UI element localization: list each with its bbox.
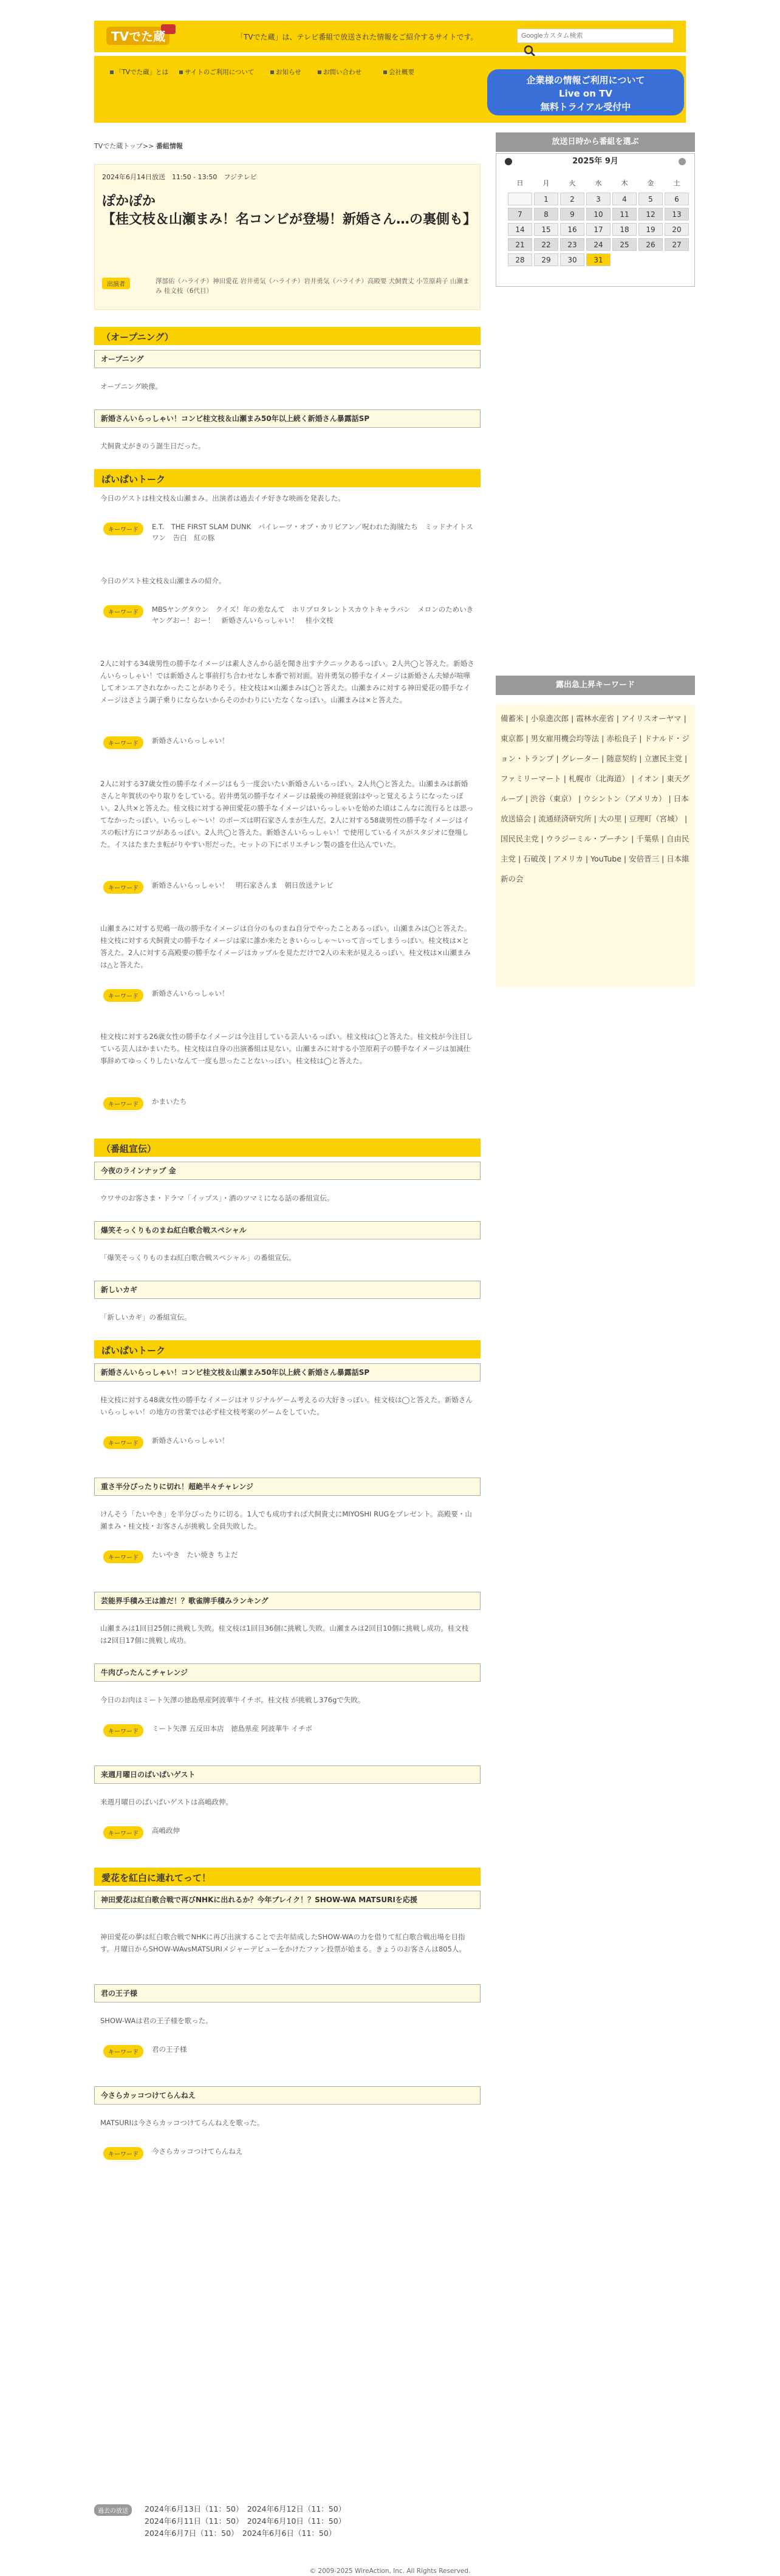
calendar-header: 放送日時から番組を選ぶ <box>496 132 695 152</box>
keyword-tag: キーワード <box>103 1550 143 1563</box>
breadcrumb: TVでた蔵トップ>> 番組情報 <box>94 142 183 150</box>
corner-title[interactable]: 今さらカッコつけてらんねえ <box>94 2086 481 2105</box>
calendar-day[interactable]: 13 <box>665 208 689 221</box>
corner-title[interactable]: 爆笑そっくりものまね紅白歌合戦スペシャル <box>94 1221 481 1239</box>
corner-title[interactable]: 君の王子様 <box>94 1984 481 2002</box>
corner-title[interactable]: 新婚さんいらっしゃい！コンビ桂文枝＆山瀬まみ50年以上続く新婚さん暴露話SP <box>94 1363 481 1382</box>
keyword-list[interactable]: たいやき たい焼き ちよだ <box>152 1550 238 1559</box>
corner-title[interactable]: 新婚さんいらっしゃい！コンビ桂文枝＆山瀬まみ50年以上続く新婚さん暴露話SP <box>94 409 481 428</box>
weekday-label: 土 <box>673 179 680 187</box>
keyword-tag: キーワード <box>103 1436 143 1449</box>
keyword-list[interactable]: 新婚さんいらっしゃい！ <box>152 989 229 998</box>
corner-text: SHOW-WAは君の王子様を歌った。 <box>100 2016 213 2025</box>
calendar-day[interactable]: 22 <box>534 238 558 251</box>
keyword-tag: キーワード <box>103 989 143 1002</box>
calendar-day[interactable]: 3 <box>586 193 611 205</box>
calendar-day[interactable]: 18 <box>612 223 637 236</box>
keyword-list[interactable]: 君の王子様 <box>152 2045 187 2054</box>
corner-title[interactable]: 牛肉ぴったんこチャレンジ <box>94 1663 481 1682</box>
keyword-list[interactable]: かまいたち <box>152 1097 187 1106</box>
corner-text: オープニング映像。 <box>100 382 163 391</box>
episode-box <box>94 164 481 310</box>
keyword-tag: キーワード <box>103 1097 143 1110</box>
calendar-day[interactable]: 1 <box>534 193 558 205</box>
corner-text: 今日のゲスト桂文枝＆山瀬まみの紹介。 <box>100 577 226 585</box>
nav-usage[interactable]: サイトのご利用について <box>179 68 255 77</box>
calendar-day[interactable]: 17 <box>586 223 611 236</box>
corner-text: 来週月曜日のばいぱいゲストは高嶋政伸。 <box>100 1798 233 1806</box>
copyright: © 2009-2025 WireAction, Inc. All Rights Reserved. <box>309 2567 471 2575</box>
keyword-list[interactable]: MBSヤングタウン クイズ！年の差なんて ホリプロタレントスカウトキャラバン メロンのためいき ヤングおー！おー！ 新婚さんいらっしゃい！ 桂小文枝 <box>152 605 481 625</box>
calendar-day[interactable]: 24 <box>586 238 611 251</box>
keyword-list[interactable]: 新婚さんいらっしゃい！ <box>152 736 229 745</box>
corner-title[interactable]: 来週月曜日のばいぱいゲスト <box>94 1766 481 1784</box>
corner-text: 今日のゲストは桂文枝＆山瀬まみ。出演者は過去イチ好きな映画を発表した。 <box>100 494 345 502</box>
breadcrumb-home[interactable]: TVでた蔵トップ <box>94 142 143 150</box>
calendar-day[interactable]: 6 <box>665 193 689 205</box>
calendar-day[interactable]: 2 <box>560 193 584 205</box>
corner-text: 「新しいカギ」の番組宣伝。 <box>100 1313 191 1321</box>
calendar-day[interactable]: 7 <box>508 208 532 221</box>
corner-text: 今日のお肉はミート矢澤の徳島県産阿波華牛イチボ。桂文枝 が挑戦し376gで失敗。 <box>100 1696 365 1704</box>
keyword-tag: キーワード <box>103 736 143 749</box>
calendar-day[interactable]: 4 <box>612 193 637 205</box>
weekday-label: 水 <box>595 179 602 187</box>
calendar-day[interactable]: 21 <box>508 238 532 251</box>
search-input[interactable] <box>517 29 674 43</box>
section-title: 愛花を紅白に連れてって！ <box>94 1868 481 1886</box>
corner-title[interactable]: 神田愛花は紅白歌合戦で再びNHKに出れるか？今年ブレイク！？SHOW-WA MATSURIを応援 <box>94 1891 481 1909</box>
calendar-day[interactable]: 19 <box>638 223 663 236</box>
trial-banner[interactable]: 企業様の情報ご利用について Live on TV 無料トライアル受付中 <box>487 69 684 115</box>
calendar-day[interactable]: 27 <box>665 238 689 251</box>
keyword-tag: キーワード <box>103 605 143 618</box>
nav-about[interactable]: 「TVでた蔵」とは <box>110 68 177 77</box>
section-title: ぱいぱいトーク <box>94 1340 481 1358</box>
corner-title[interactable]: 重さ半分ぴったりに切れ！超絶半々チャレンジ <box>94 1478 481 1496</box>
section-title: （オープニング） <box>94 327 481 345</box>
past-broadcasts: 2024年6月13日（11：50） 2024年6月12日（11：50） 2024年6月11日（11：50） 2024年6月10日（11：50） 2024年6月7日（11：50） 2024年6月6日（11：50） <box>145 2504 346 2538</box>
corner-text: 2人に対する34歳男性の勝手なイメージは素人さんから話を聞き出すテクニックあるっぽい。2人共◯と答えた。新婚さんいらっしゃい！では新婚さんと事前打ち合わせなし本番で初対面。岩井勇気の勝手なイメージは新婚さん夫婦が喧嘩してオンエアされなかったことがありそう。桂文枝は×山瀬まみは◯と答えた。山瀬まみに対する神田愛花の勝手なイメージはさよう調子乗りにならないからそのかわりにいたなくなっぽい。山瀬まみは×と答えた。 <box>100 659 474 704</box>
tagline: 「TVでた蔵」は、テレビ番組で放送された情報をご紹介するサイトです。 <box>236 33 478 41</box>
section-title: （番組宣伝） <box>94 1139 481 1157</box>
keyword-list[interactable]: ミート矢澤 五反田本店 徳島県産 阿波華牛 イチボ <box>152 1724 312 1733</box>
corner-text: けんそう「たいやき」を半分ぴったりに切る。1人でも成功すれば犬飼貴丈にMIYOSHI RUGをプレゼント。高殿要・山瀬まみ・桂文枝・お客さんが挑戦し全員失敗した。 <box>100 1510 472 1530</box>
corner-text: 「爆笑そっくりものまね紅白歌合戦スペシャル」の番組宣伝。 <box>100 1253 296 1262</box>
keyword-list[interactable]: 今さらカッコつけてらんねえ <box>152 2147 243 2156</box>
calendar-day[interactable]: 16 <box>560 223 584 236</box>
calendar-day[interactable]: 26 <box>638 238 663 251</box>
calendar-day[interactable]: 5 <box>638 193 663 205</box>
keyword-tag: キーワード <box>103 2045 143 2058</box>
episode-date: 2024年6月14日放送 11:50 - 13:50 フジテレビ <box>102 173 257 181</box>
corner-title[interactable]: 今夜のラインナップ 金 <box>94 1162 481 1180</box>
corner-title[interactable]: 新しいカギ <box>94 1281 481 1299</box>
weekday-label: 日 <box>516 179 524 187</box>
calendar-day <box>508 193 532 205</box>
calendar-day[interactable]: 31 <box>586 253 611 266</box>
calendar <box>496 153 695 287</box>
keyword-list[interactable]: 新婚さんいらっしゃい！ <box>152 1436 229 1445</box>
corner-title[interactable]: オープニング <box>94 350 481 368</box>
weekday-label: 月 <box>542 179 550 187</box>
cast-label: 出演者 <box>102 278 130 289</box>
keyword-tag: キーワード <box>103 881 143 894</box>
calendar-day[interactable]: 23 <box>560 238 584 251</box>
corner-text: 山瀬まみに対する児嶋一哉の勝手なイメージは自分のものまね自分でやったことあるっぽい。山瀬まみは◯と答えた。桂文枝に対する犬飼貴丈の勝手なイメージは家に誰か来たときいらっしゃ〜いって言ってしまうっぽい。桂文枝は×と答えた。2人に対する高殿要の勝手なイメージはカップルを見ただけで2人の未来が見えるっぽい。桂文枝は×山瀬まみは△と答えた。 <box>100 924 471 969</box>
search-icon[interactable] <box>524 45 536 57</box>
weekday-label: 木 <box>621 179 628 187</box>
keyword-tag: キーワード <box>103 1724 143 1737</box>
keywords-header: 露出急上昇キーワード <box>496 676 695 695</box>
nav-contact[interactable]: お問い合わせ <box>318 68 361 77</box>
past-label: 過去の放送 <box>94 2504 132 2516</box>
keyword-list[interactable]: 新婚さんいらっしゃい！ 明石家さんま 朝日放送テレビ <box>152 881 334 889</box>
calendar-day[interactable]: 25 <box>612 238 637 251</box>
weekday-label: 火 <box>569 179 576 187</box>
prev-month-icon[interactable] <box>505 158 512 165</box>
corner-text: ウワサのお客さま・ドラマ「イップス」・酒のツマミになる話の番組宣伝。 <box>100 1194 334 1202</box>
keyword-tag: キーワード <box>103 2147 143 2160</box>
corner-text: 桂文枝に対する26歳女性の勝手なイメージは今注目している芸人いるっぽい。桂文枝は◯と答えた。桂文枝が今注目している芸人はかまいたち。桂文枝は自身の出演番組は見ない。山瀬まみに対する小笠原莉子の勝手なイメージは加減仕事辞めてゆっくりしたいなんて一度も思ったことないっぽい。桂文枝は◯と答えた。 <box>100 1032 473 1065</box>
corner-text: 桂文枝に対する48歳女性の勝手なイメージはオリジナルゲーム考えるの大好きっぽい。桂文枝は◯と答えた。新婚さんいらっしゃい！の地方の営業では必ず桂文枝考案のゲームをしていた。 <box>100 1396 473 1416</box>
weekday-label: 金 <box>647 179 654 187</box>
corner-title[interactable]: 芸能界手積み王は誰だ！？歌雀牌手積みランキング <box>94 1592 481 1610</box>
breadcrumb-current: 番組情報 <box>156 142 183 150</box>
calendar-day[interactable]: 28 <box>508 253 532 266</box>
corner-text: MATSURIは今さらカッコつけてらんねえを歌った。 <box>100 2119 264 2127</box>
calendar-day[interactable]: 12 <box>638 208 663 221</box>
corner-text: 犬飼貴丈がきのう誕生日だった。 <box>100 442 205 450</box>
corner-text: 神田愛花の夢は紅白歌合戦でNHKに再び出演することで去年結成したSHOW-WAの力を借りて紅白歌合戦出場を目指す。月曜日からSHOW-WAvsMATSURIメジャーデビューをかけたファン投票が始まる。きょうのお客さんは805人。 <box>100 1933 466 1953</box>
calendar-day[interactable]: 20 <box>665 223 689 236</box>
nav-company[interactable]: 会社概要 <box>383 68 420 77</box>
calendar-day[interactable]: 9 <box>560 208 584 221</box>
calendar-day[interactable]: 15 <box>534 223 558 236</box>
calendar-month: 2025年 9月 <box>572 157 618 166</box>
calendar-day[interactable]: 8 <box>534 208 558 221</box>
site-logo[interactable] <box>106 24 178 49</box>
next-month-icon[interactable] <box>679 158 686 165</box>
calendar-day[interactable]: 10 <box>586 208 611 221</box>
section-title: ぱいぱいトーク <box>94 469 481 487</box>
keyword-tag: キーワード <box>103 1826 143 1839</box>
keyword-tag: キーワード <box>103 522 143 535</box>
corner-text: 山瀬まみは1回目25個に挑戦し失敗。桂文枝は1回目36個に挑戦し失敗。山瀬まみは2回目10個に挑戦し成功。桂文枝は2回目17個に挑戦し成功。 <box>100 1624 469 1645</box>
calendar-day[interactable]: 30 <box>560 253 584 266</box>
nav-news[interactable]: お知らせ <box>270 68 301 77</box>
trending-keywords[interactable]: 備蓄米 | 小泉進次郎 | 霞林水産省 | アイリスオーヤマ | 東京都 | 男女雇用機会均等法 | 赤松良子 | ドナルド・ジョン・トランプ | グレーター | 随意契約 | 立憲民主党 | ファミリーマート | 札幌市（北海道） | イオン | 東天グループ | 渋谷（東京） | ウシントン（アメリカ） | 日本放送協会 | 流通経済研究所 | 大の里 | 豆理町（宮城） | 国民民主党 | ウラジーミル・プーチン | 千葉県 | 自由民主党 | 石破茂 | アメリカ | YouTube | 安倍晋三 | 日本維新の会 <box>496 705 695 987</box>
keyword-list[interactable]: 高嶋政伸 <box>152 1826 180 1835</box>
episode-title: ぽかぽか 【桂文枝＆山瀬まみ！名コンビが登場！新婚さん…の裏側も】 <box>102 194 477 227</box>
svg-text:TVでた蔵: TVでた蔵 <box>111 29 166 44</box>
calendar-day[interactable]: 14 <box>508 223 532 236</box>
calendar-day[interactable]: 11 <box>612 208 637 221</box>
corner-text: 2人に対する37歳女性の勝手なイメージはもう一度会いたい新婚さんいるっぽい。2人共◯と答えた。山瀬まみは新婚さんと年賀状のやり取りをしている。岩井勇気の勝手なイメージは最後の神経衰弱はやっと覚えるようになったっぽい。2人共×と答えた。桂文枝に対する神田愛花の勝手なイメージはいらっしゃいを始めた頃はこんなに流行るとは思ってなかったっぽい。いらっしゃ〜い！のポーズは明石家さんまが生んだ。2人に対する58歳男性の勝手なイメージはイスの転け方にコツがあるっぽい。2人共◯と答えた。新婚さんいらっしゃい！で使用しているイスがスタジオに登場した。イスはたまたま転がりやすい形だった。セットの下にポリエチレン製の盛を仕込んでいた。 <box>100 779 474 849</box>
keyword-list[interactable]: E.T. THE FIRST SLAM DUNK パイレーツ・オブ・カリビアン／呪われた海賊たち ミッドナイトスワン 告白 紅の豚 <box>152 522 473 542</box>
site-header <box>94 21 686 52</box>
calendar-day[interactable]: 29 <box>534 253 558 266</box>
cast-list[interactable]: 澤部佑（ハライチ）神田愛花 岩井勇気（ハライチ）岩井勇気（ハライチ）高殿要 犬飼貴丈 小笠原莉子 山瀬まみ 桂文枝（6代目） <box>156 278 470 295</box>
